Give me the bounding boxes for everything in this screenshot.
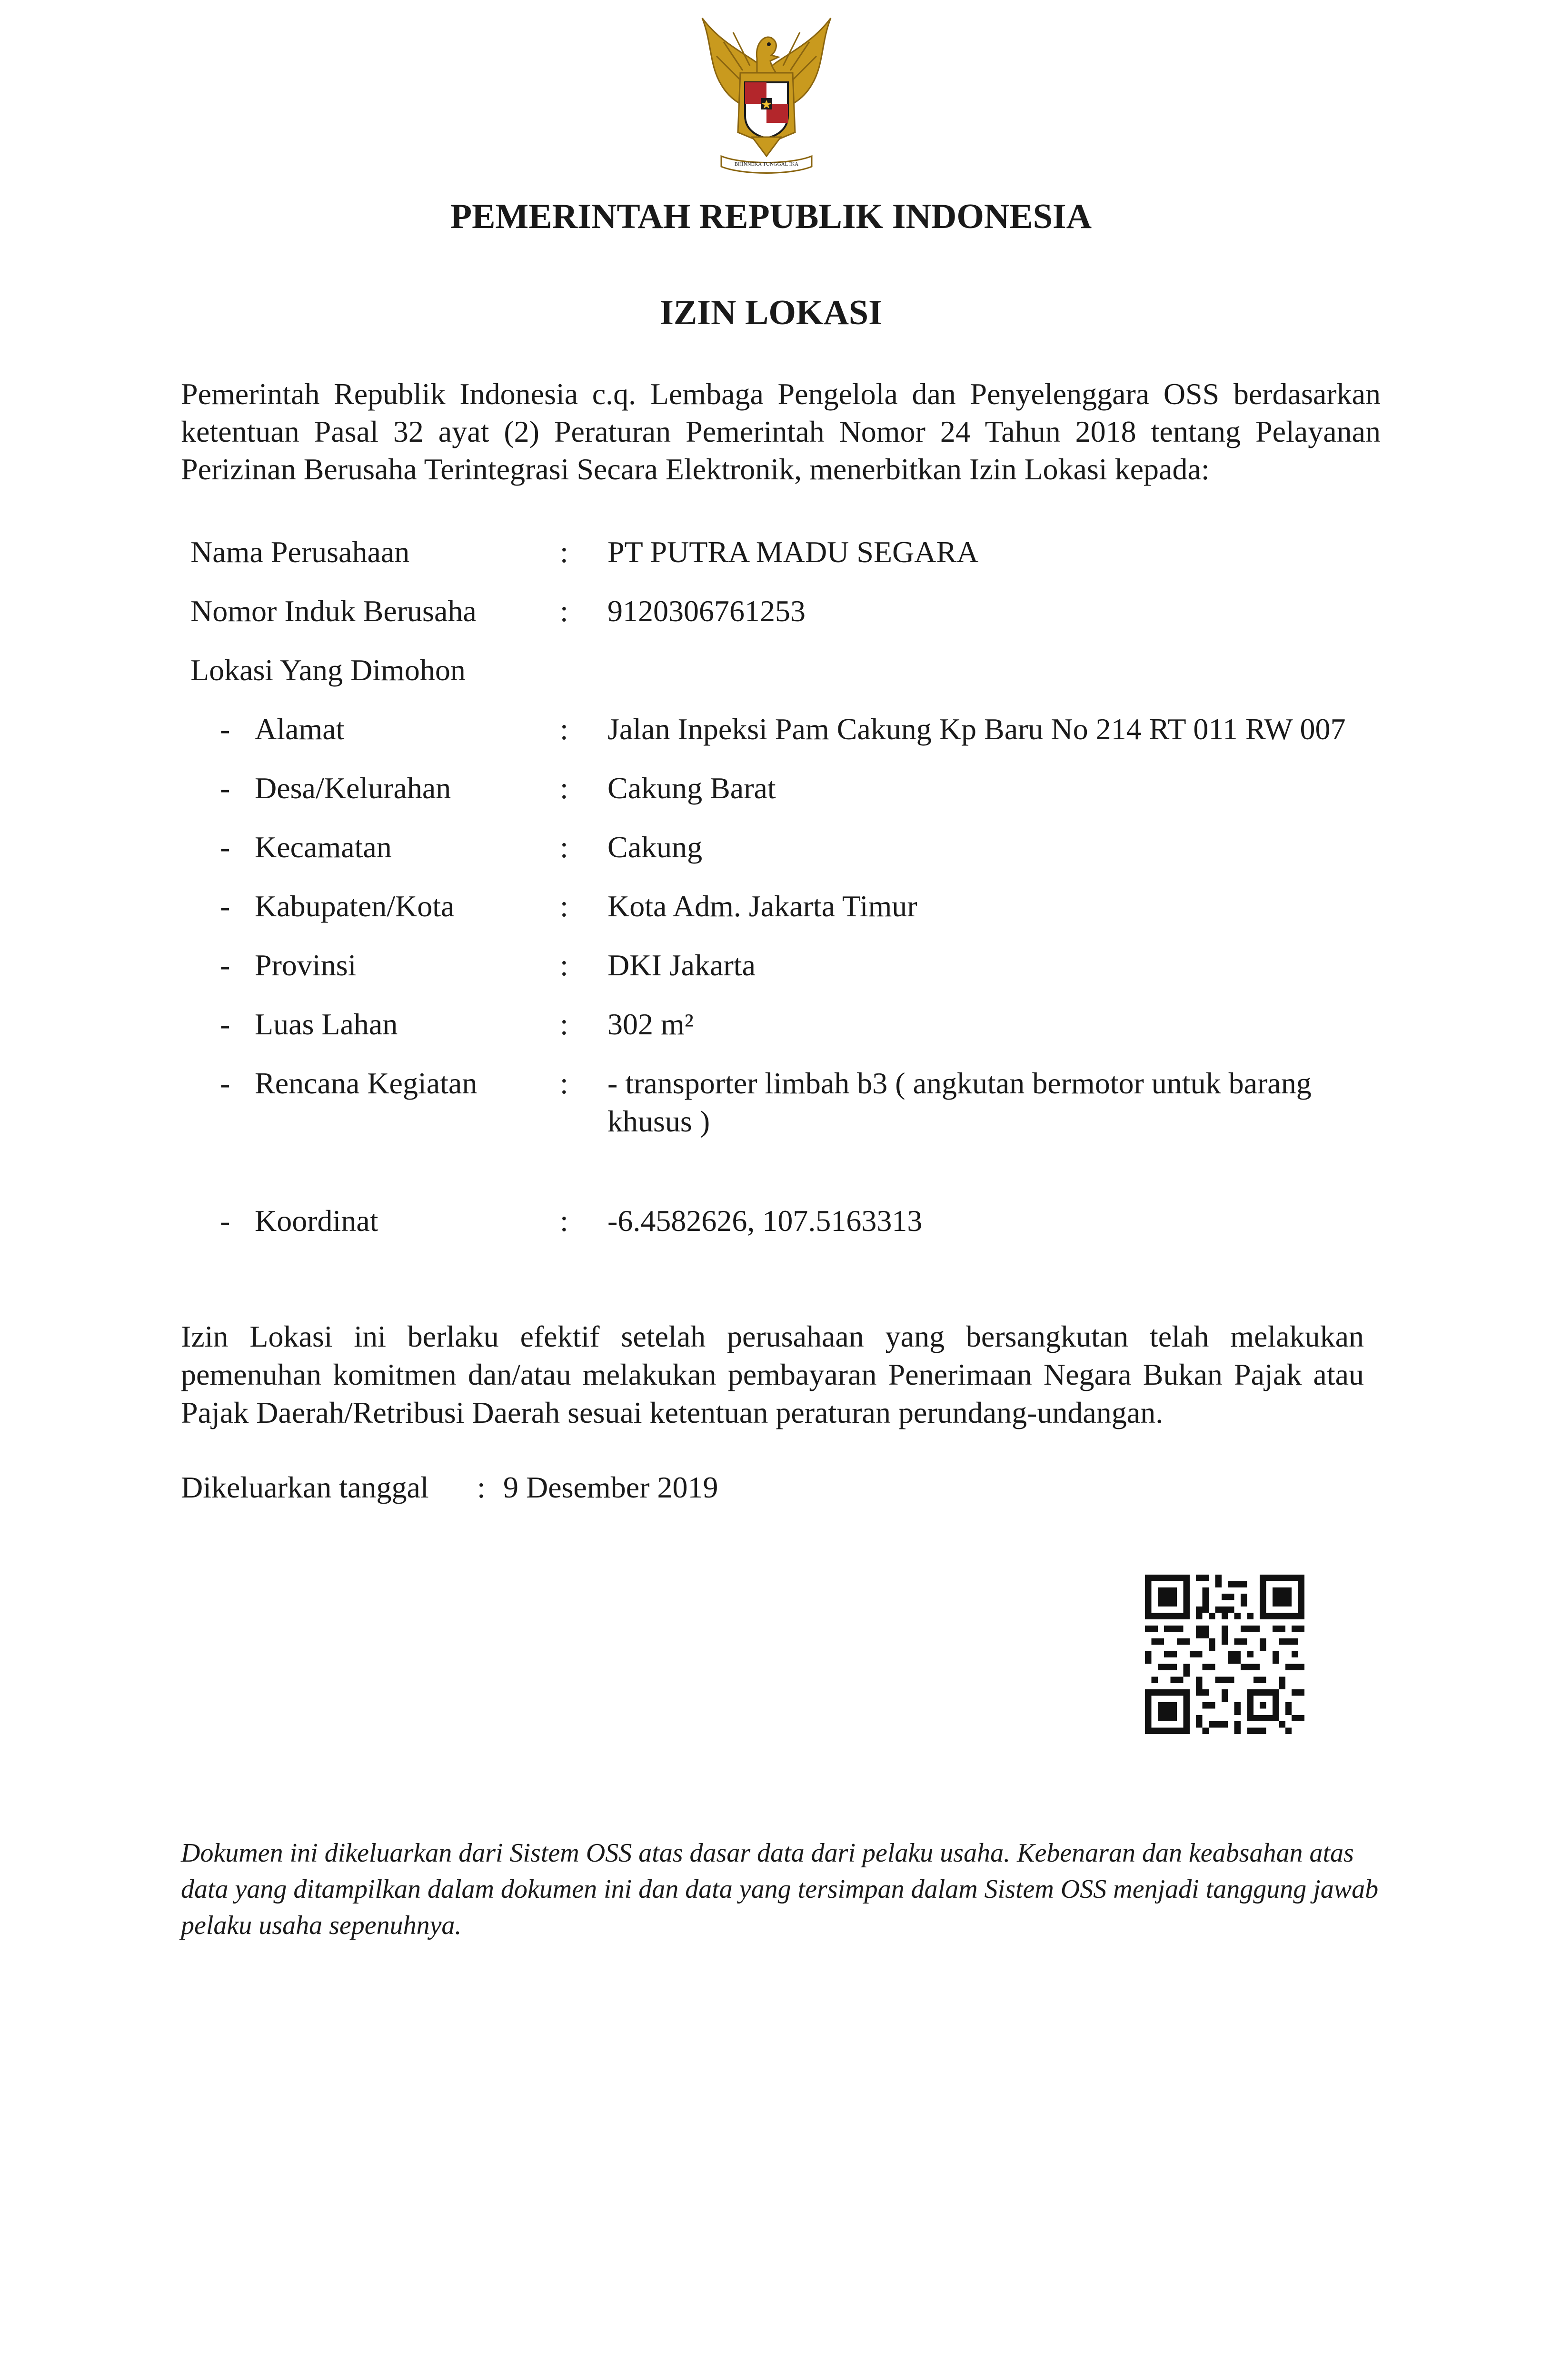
separator: : [560, 1204, 568, 1238]
location-heading: Lokasi Yang Dimohon [190, 653, 466, 687]
list-dash: - [220, 948, 230, 982]
separator: : [560, 594, 568, 628]
village-label: Desa/Kelurahan [255, 771, 451, 805]
address-value: Jalan Inpeksi Pam Cakung Kp Baru No 214 RT 011 RW 007 [607, 712, 1346, 746]
activity-plan-value: - transporter limbah b3 ( angkutan bermotor untuk barang khusus ) [607, 1066, 1312, 1138]
list-dash: - [220, 830, 230, 864]
separator: : [560, 1007, 568, 1041]
issued-date-label: Dikeluarkan tanggal [181, 1470, 429, 1504]
svg-text:BHINNEKA TUNGGAL IKA: BHINNEKA TUNGGAL IKA [734, 161, 799, 167]
company-name-value: PT PUTRA MADU SEGARA [607, 535, 979, 569]
activity-plan-label: Rencana Kegiatan [255, 1066, 478, 1100]
separator: : [560, 771, 568, 805]
city-value: Kota Adm. Jakarta Timur [607, 889, 917, 923]
disclaimer-text: Dokumen ini dikeluarkan dari Sistem OSS atas dasar data dari pelaku usaha. Kebenaran dan keabsahan atas data yang ditampilkan dalam dokumen ini dan data yang tersimpan dalam Sistem OSS menjadi tanggung jawab pelaku usaha sepenuhnya. [181, 1838, 1379, 1940]
qr-code-icon [1145, 1575, 1304, 1734]
district-value: Cakung [607, 830, 703, 864]
separator: : [560, 712, 568, 746]
list-dash: - [220, 1204, 230, 1238]
separator: : [477, 1470, 486, 1504]
coordinates-label: Koordinat [255, 1204, 378, 1238]
intro-paragraph: Pemerintah Republik Indonesia c.q. Lembaga Pengelola dan Penyelenggara OSS berdasarkan ketentuan Pasal 32 ayat (2) Peraturan Pemerintah Nomor 24 Tahun 2018 tentang Pelayanan Perizinan Berusaha Terintegrasi Secara Elektronik, menerbitkan Izin Lokasi kepada: [181, 377, 1381, 486]
land-area-label: Luas Lahan [255, 1007, 398, 1041]
separator: : [560, 889, 568, 923]
village-value: Cakung Barat [607, 771, 776, 805]
separator: : [560, 535, 568, 569]
issued-date-value: 9 Desember 2019 [503, 1470, 718, 1504]
list-dash: - [220, 771, 230, 805]
separator: : [560, 948, 568, 982]
separator: : [560, 830, 568, 864]
business-id-value: 9120306761253 [607, 594, 806, 628]
government-title: PEMERINTAH REPUBLIK INDONESIA [450, 197, 1092, 236]
location-row-activity-plan [0, 1064, 1428, 1150]
province-label: Provinsi [255, 948, 357, 982]
company-name-label: Nama Perusahaan [190, 535, 410, 569]
province-value: DKI Jakarta [607, 948, 756, 982]
district-label: Kecamatan [255, 830, 392, 864]
land-area-value: 302 m² [607, 1007, 694, 1041]
garuda-emblem-icon [695, 13, 838, 175]
address-label: Alamat [255, 712, 345, 746]
list-dash: - [220, 712, 230, 746]
coordinates-value: -6.4582626, 107.5163313 [607, 1204, 923, 1238]
validity-paragraph: Izin Lokasi ini berlaku efektif setelah perusahaan yang bersangkutan telah melakukan pemenuhan komitmen dan/atau melakukan pembayaran Penerimaan Negara Bukan Pajak atau Pajak Daerah/Retribusi Daerah sesuai ketentuan peraturan perundang-undangan. [181, 1319, 1364, 1429]
list-dash: - [220, 889, 230, 923]
business-id-label: Nomor Induk Berusaha [190, 594, 477, 628]
document-title: IZIN LOKASI [660, 293, 882, 332]
city-label: Kabupaten/Kota [255, 889, 455, 923]
list-dash: - [220, 1066, 230, 1100]
list-dash: - [220, 1007, 230, 1041]
separator: : [560, 1066, 568, 1100]
